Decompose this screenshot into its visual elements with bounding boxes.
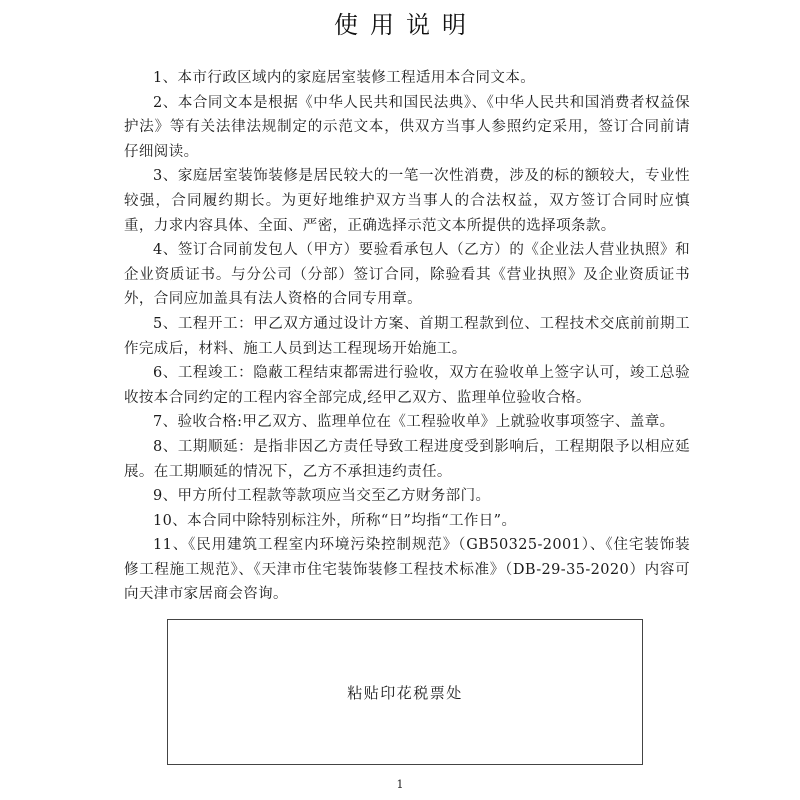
stamp-tax-box	[167, 619, 643, 765]
instructions-body	[124, 66, 690, 607]
instruction-paragraph-1: 1、本市行政区域内的家庭居室装修工程适用本合同文本。	[153, 70, 536, 86]
instruction-paragraph-11: 11、《民用建筑工程室内环境污染控制规范》（GB50325-2001）、《住宅装饰装修工程施工规范》、《天津市住宅装饰装修工程技术标准》（DB-29-35-2020）内容可向天津市家居商会咨询。	[124, 537, 690, 603]
instruction-paragraph-4: 4、签订合同前发包人（甲方）要验看承包人（乙方）的《企业法人营业执照》和企业资质证书。与分公司（分部）签订合同，除验看其《营业执照》及企业资质证书外，合同应加盖具有法人资格的合同专用章。	[124, 242, 690, 308]
instruction-paragraph-8: 8、工期顺延：是指非因乙方责任导致工程进度受到影响后，工程期限予以相应延展。在工期顺延的情况下，乙方不承担违约责任。	[124, 438, 690, 480]
instruction-paragraph-9: 9、甲方所付工程款等款项应当交至乙方财务部门。	[153, 488, 491, 505]
instruction-paragraph-7: 7、验收合格:甲乙双方、监理单位在《工程验收单》上就验收事项签字、盖章。	[153, 414, 675, 431]
instruction-paragraph-3: 3、家庭居室装饰装修是居民较大的一笔一次性消费，涉及的标的额较大，专业性较强，合同履约期长。为更好地维护双方当事人的合法权益，双方签订合同时应慎重，力求内容具体、全面、严密，正确选择示范文本所提供的选择项条款。	[124, 168, 690, 234]
page-number: 1	[396, 778, 404, 791]
stamp-tax-box-label: 粘贴印花税票处	[347, 683, 463, 702]
instruction-paragraph-2: 2、本合同文本是根据《中华人民共和国民法典》、《中华人民共和国消费者权益保护法》等有关法律法规制定的示范文本，供双方当事人参照约定采用，签订合同前请仔细阅读。	[124, 94, 690, 160]
instruction-paragraph-5: 5、工程开工：甲乙双方通过设计方案、首期工程款到位、工程技术交底前前期工作完成后，材料、施工人员到达工程现场开始施工。	[124, 315, 690, 357]
instruction-paragraph-10: 10、本合同中除特别标注外，所称“日”均指“工作日”。	[153, 512, 517, 529]
page-title: 使用说明	[334, 11, 478, 39]
instruction-paragraph-6: 6、工程竣工：隐蔽工程结束都需进行验收，双方在验收单上签字认可，竣工总验收按本合同约定的工程内容全部完成,经甲乙双方、监理单位验收合格。	[124, 365, 690, 406]
